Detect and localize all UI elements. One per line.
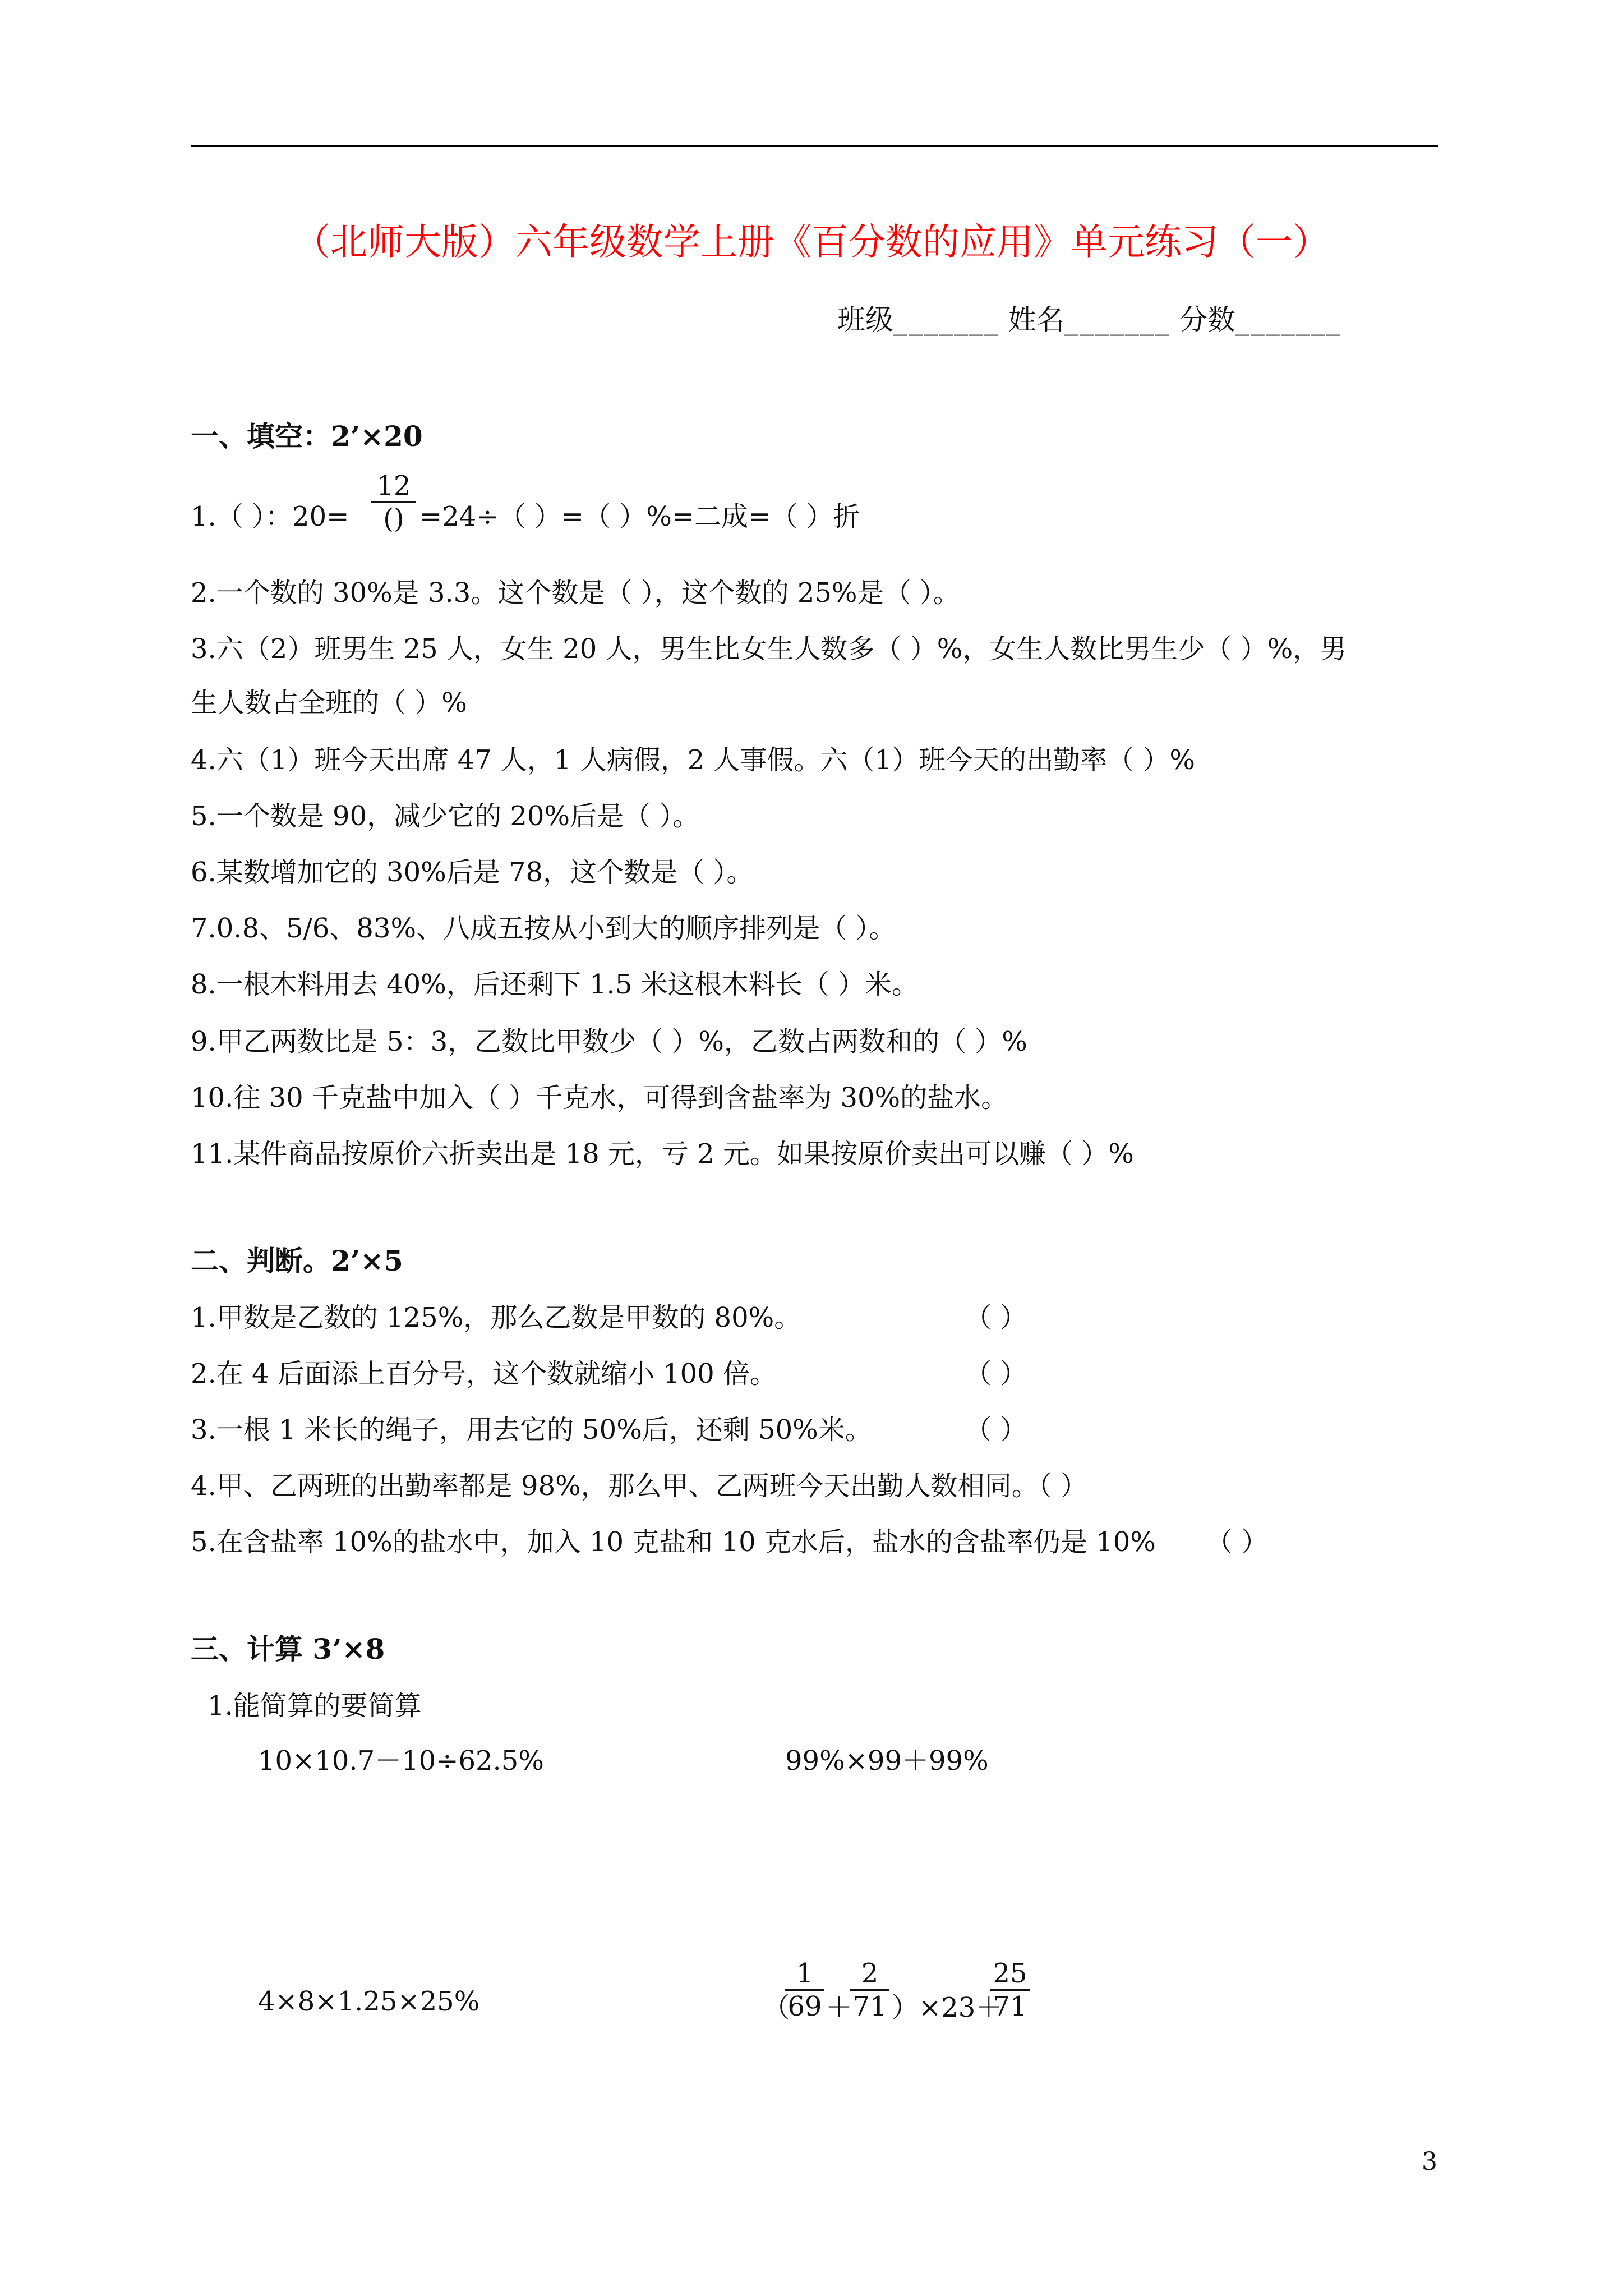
fraction-denominator: 71 [993,1991,1027,2022]
judge-item-1: 1.甲数是乙数的 125%，那么乙数是甲数的 80%。 [191,1302,801,1333]
fill-item-9: 9.甲乙两数比是 5：3，乙数比甲数少（ ）%，乙数占两数和的（ ）% [191,1026,1027,1057]
section3-heading: 三、计算 3’×8 [191,1632,385,1665]
calc-expr4-fraction-1 [785,1958,824,2022]
class-label: 班级 [837,303,893,336]
fill-item-8: 8.一根木料用去 40%，后还剩下 1.5 米这根木料长（ ）米。 [191,969,919,1000]
score-blank: _______ [1235,303,1341,336]
fill-item-11: 11.某件商品按原价六折卖出是 18 元，亏 2 元。如果按原价卖出可以赚（ ）% [191,1138,1134,1170]
fraction-numerator: 12 [376,470,411,501]
fraction-numerator: 2 [861,1958,879,1989]
calc-expression-1: 10×10.7－10÷62.5% [258,1745,544,1777]
calc-expr4-fraction-2 [850,1958,889,2022]
fill-item-3: 3.六（2）班男生 25 人，女生 20 人，男生比女生人数多（ ）%，女生人数比男生少（ ）%，男 [191,633,1347,665]
calc-expression-2: 99%×99＋99% [785,1745,989,1777]
student-info-fields [837,297,1341,338]
fill-item-3-cont: 生人数占全班的（ ）% [191,687,467,719]
fraction-numerator: 1 [796,1958,814,1989]
calc-expr4-open-paren: （ [763,1992,790,2023]
score-label: 分数 [1179,303,1235,336]
fill-item-2: 2.一个数的 30%是 3.3。这个数是（ ），这个数的 25%是（ ）。 [191,577,960,609]
fraction-denominator: () [383,503,404,535]
judge-item-2: 2.在 4 后面添上百分号，这个数就缩小 100 倍。 [191,1358,777,1389]
calc-expression-3: 4×8×1.25×25% [258,1986,480,2017]
fill-item-10: 10.往 30 千克盐中加入（ ）千克水，可得到含盐率为 30%的盐水。 [191,1082,1008,1114]
name-blank: _______ [1064,303,1170,336]
calc-expr4-middle: ）×23＋ [892,1992,1003,2023]
fill-item-1-part-a: 1.（ ）：20= [191,501,349,532]
fill-item-1-fraction [371,470,416,535]
fraction-denominator: 71 [852,1991,887,2022]
fill-item-1-part-b: =24÷（ ）=（ ）%=二成=（ ）折 [419,501,860,532]
fill-item-5: 5.一个数是 90，减少它的 20%后是（ ）。 [191,800,700,832]
judge-item-5-mark: （ ） [1206,1526,1269,1558]
judge-item-3: 3.一根 1 米长的绳子，用去它的 50%后，还剩 50%米。 [191,1414,872,1446]
fill-item-4: 4.六（1）班今天出席 47 人，1 人病假，2 人事假。六（1）班今天的出勤率（ ）% [191,744,1195,776]
judge-item-4: 4.甲、乙两班的出勤率都是 98%，那么甲、乙两班今天出勤人数相同。（ ） [191,1470,1088,1502]
judge-item-5: 5.在含盐率 10%的盐水中，加入 10 克盐和 10 克水后，盐水的含盐率仍是 10% [191,1526,1156,1558]
calc-expr4-fraction-3 [990,1958,1030,2022]
page-number: 3 [1422,2147,1437,2176]
judge-item-3-mark: （ ） [965,1414,1027,1446]
worksheet-title: （北师大版）六年级数学上册《百分数的应用》单元练习（一） [293,220,1330,264]
class-blank: _______ [893,303,999,336]
fraction-denominator: 69 [787,1991,822,2022]
judge-item-2-mark: （ ） [965,1358,1027,1389]
section3-subheading: 1.能简算的要简算 [208,1690,422,1722]
fraction-numerator: 25 [993,1958,1027,1989]
section1-heading: 一、填空：2’×20 [191,420,423,453]
name-label: 姓名 [1008,303,1064,336]
calc-expr4-plus: ＋ [826,1992,853,2023]
section2-heading: 二、判断。2’×5 [191,1244,403,1277]
judge-item-1-mark: （ ） [965,1302,1027,1333]
fill-item-6: 6.某数增加它的 30%后是 78，这个数是（ ）。 [191,857,754,888]
fill-item-7: 7.0.8、5/6、83%、八成五按从小到大的顺序排列是（ ）。 [191,913,896,944]
top-rule [191,145,1438,147]
